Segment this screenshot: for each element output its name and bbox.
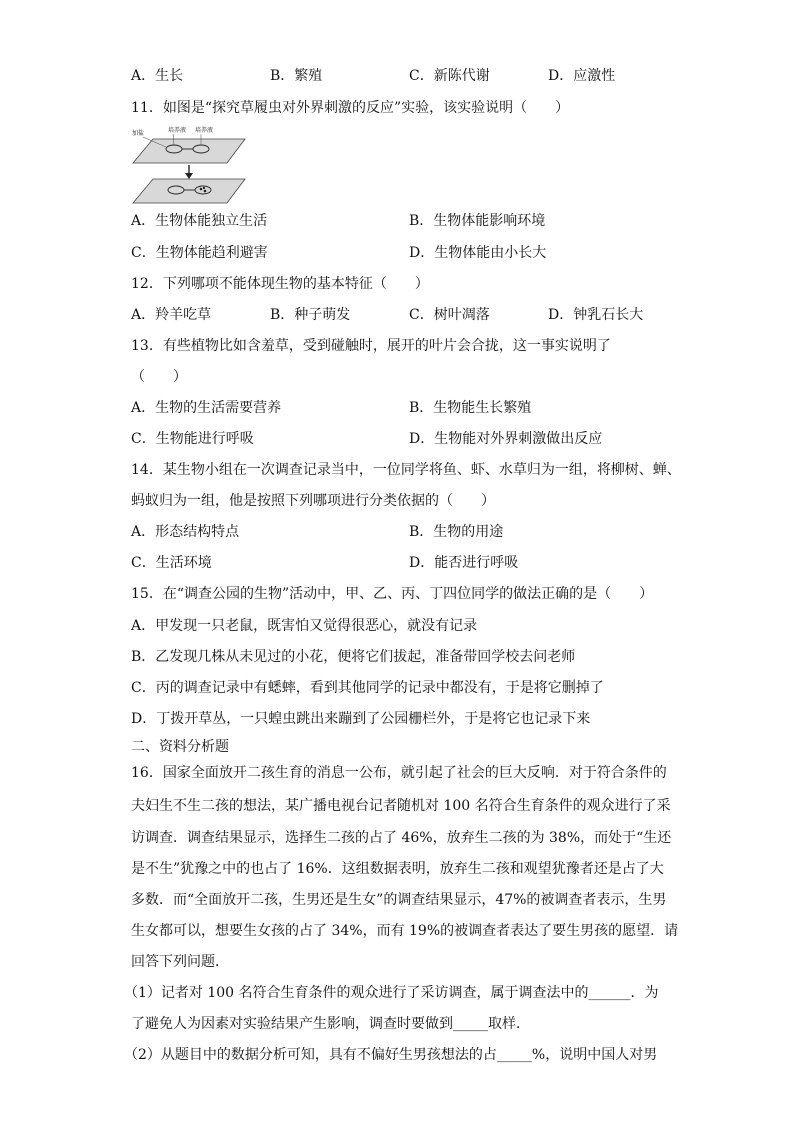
- q15-stem: 15．在“调查公园的生物”活动中，甲、乙、丙、丁四位同学的做法正确的是（ ）: [131, 586, 654, 602]
- q15-option-b: B．乙发现几株从未见过的小花，便将它们拔起，准备带回学校去问老师: [131, 649, 576, 665]
- q11-option-b: B．生物体能影响环境: [409, 213, 546, 229]
- q12-option-c: C．树叶凋落: [409, 307, 490, 323]
- q15-option-d: D．丁拨开草丛，一只蝗虫跳出来蹦到了公园栅栏外，于是将它也记录下来: [131, 711, 591, 727]
- q13-stem: 13．有些植物比如含羞草，受到碰触时，展开的叶片会合拢，这一事实说明了: [131, 338, 611, 354]
- q15-option-a: A．甲发现一只老鼠，既害怕又觉得很恶心，就没有记录: [131, 618, 478, 634]
- q14-option-c: C．生活环境: [131, 555, 212, 571]
- q16-sub2-line1: （2）从题目中的数据分析可知，具有不偏好生男孩想法的占_____%，说明中国人对男: [124, 1047, 658, 1063]
- q13-option-d: D．生物能对外界刺激做出反应: [409, 431, 603, 447]
- q16-sub1-line1: （1）记者对 100 名符合生育条件的观众进行了采访调查，属于调查法中的______．为: [124, 985, 659, 1001]
- q13-option-b: B．生物能生长繁殖: [409, 400, 532, 416]
- q11-figure: [131, 127, 249, 205]
- q10-option-b: B．繁殖: [270, 68, 323, 84]
- section-heading: 二、资料分析题: [131, 739, 229, 755]
- q11-option-c: C．生物体能趋利避害: [131, 245, 268, 261]
- q16-para-line: 访调查．调查结果显示，选择生二孩的占了 46%，放弃生二孩的为 38%，而处于“生还: [131, 830, 672, 846]
- q14-stem: 14．某生物小组在一次调查记录当中，一位同学将鱼、虾、水草归为一组，将柳树、蝉、: [131, 462, 681, 478]
- q13-stem-bracket: （ ）: [131, 369, 187, 385]
- q16-para-line: 夫妇生不生二孩的想法，某广播电视台记者随机对 100 名符合生育条件的观众进行了采: [131, 798, 671, 814]
- q16-sub1-line2: 了避免人为因素对实验结果产生影响，调查时要做到_____取样．: [131, 1016, 530, 1032]
- q15-option-c: C．丙的调查记录中有蟋蟀，看到其他同学的记录中都没有，于是将它删掉了: [131, 680, 604, 696]
- q14-stem-line2: 蚂蚁归为一组，他是按照下列哪项进行分类依据的（ ）: [131, 493, 495, 509]
- q12-stem: 12．下列哪项不能体现生物的基本特征（ ）: [131, 276, 429, 292]
- figure-label-salt: 加盐: [132, 130, 145, 137]
- q11-option-d: D．生物体能由小长大: [409, 245, 547, 261]
- q13-option-a: A．生物的生活需要营养: [131, 400, 282, 416]
- paramecium-slide-diagram: [131, 127, 249, 205]
- q16-para-line: 16．国家全面放开二孩生育的消息一公布，就引起了社会的巨大反响．对于符合条件的: [131, 765, 667, 781]
- q12-option-b: B．种子萌发: [270, 307, 351, 323]
- q11-stem: 11．如图是“探究草履虫对外界刺激的反应”实验，该实验说明（ ）: [131, 100, 570, 116]
- q13-option-c: C．生物能进行呼吸: [131, 431, 254, 447]
- q16-para-line: 是不生”犹豫之中的也占了 16%．这组数据表明，放弃生二孩和观望犹豫者还是占了大: [131, 861, 664, 877]
- figure-label-culture-2: 培养液: [195, 127, 214, 134]
- q11-option-a: A．生物体能独立生活: [131, 213, 268, 229]
- q12-option-d: D．钟乳石长大: [548, 307, 644, 323]
- q16-para-line: 生女都可以，想要生女孩的占了 34%，而有 19%的被调查者表达了要生男孩的愿望．请: [131, 923, 679, 939]
- q16-para-line: 回答下列问题．: [131, 954, 229, 970]
- figure-label-culture-1: 培养液: [168, 127, 187, 134]
- q10-option-d: D．应激性: [548, 68, 616, 84]
- q12-option-a: A．羚羊吃草: [131, 307, 212, 323]
- q14-option-d: D．能否进行呼吸: [409, 555, 519, 571]
- q10-option-c: C．新陈代谢: [409, 68, 490, 84]
- q16-para-line: 多数．而“全面放开二孩，生男还是生女”的调查结果显示，47%的被调查者表示，生男: [131, 892, 667, 908]
- q14-option-a: A．形态结构特点: [131, 524, 240, 540]
- q14-option-b: B．生物的用途: [409, 524, 504, 540]
- q10-option-a: A．生长: [131, 68, 184, 84]
